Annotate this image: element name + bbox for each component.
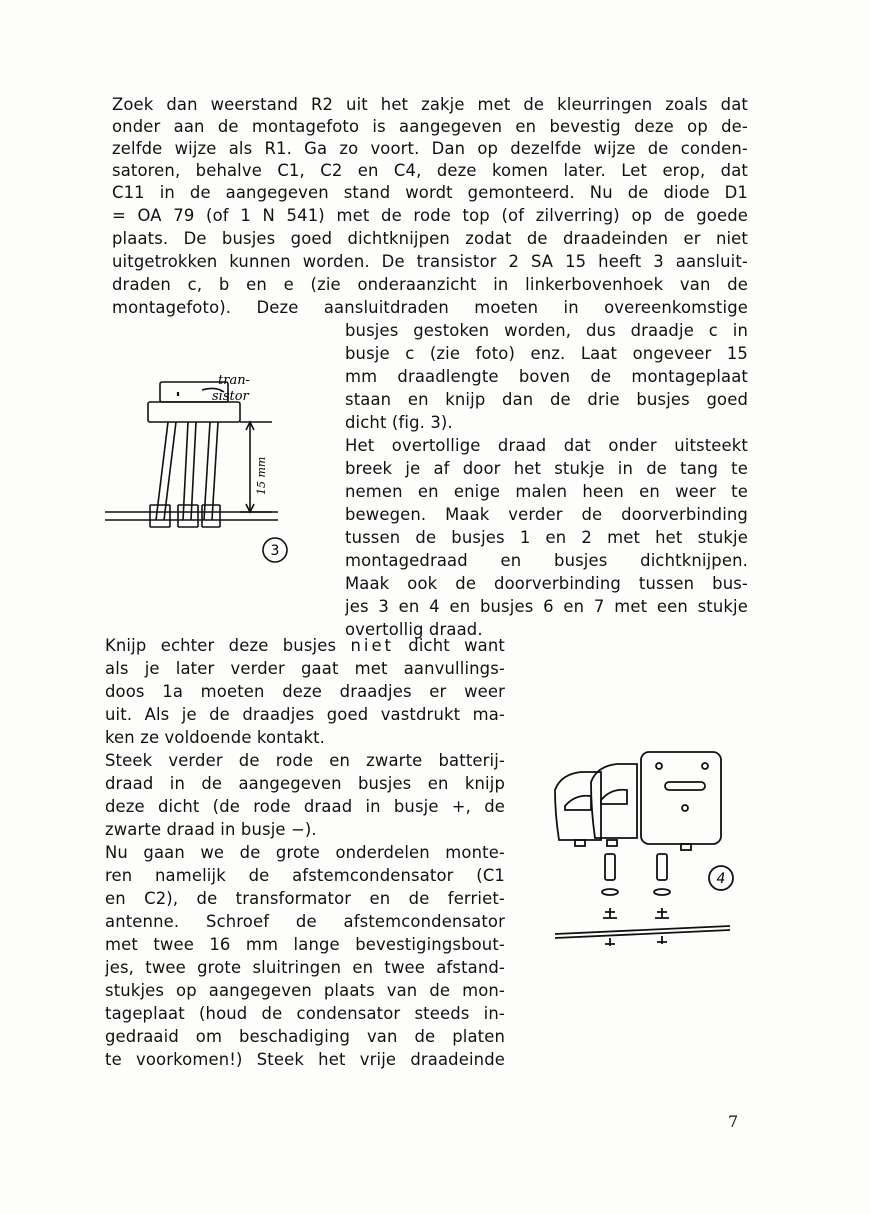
figure-3-number: 3 xyxy=(270,543,280,559)
figure-4-capacitor-assembly xyxy=(545,740,745,950)
text-line: ken ze voldoende kontakt. xyxy=(105,728,326,747)
text-fragment: dicht want xyxy=(408,636,505,655)
text-line: tageplaat (houd de condensator steeds in- xyxy=(105,1004,505,1023)
text-line: C11 in de aangegeven stand wordt gemonteerd. Nu de diode D1 xyxy=(112,183,748,202)
transistor-flange xyxy=(148,402,240,422)
text-emphasis: niet xyxy=(350,636,394,655)
text-line: breek je af door het stukje in de tang te xyxy=(345,459,748,478)
text-line: mm draadlengte boven de montageplaat xyxy=(345,367,748,386)
text-line: gedraaid om beschadiging van de platen xyxy=(105,1027,505,1046)
text-line: zelfde wijze als R1. Ga zo voort. Dan op dezelfde wijze de conden- xyxy=(112,139,748,158)
figure-3-dimension: 15 mm xyxy=(255,456,268,495)
text-line: als je later verder gaat met aanvullings- xyxy=(105,659,505,678)
figure-4-number: 4 xyxy=(716,871,726,887)
text-fragment: Knijp echter deze busjes xyxy=(105,636,337,655)
figure-3-transistor xyxy=(100,360,300,580)
text-line: staan en knijp dan de drie busjes goed xyxy=(345,390,748,409)
text-line: Zoek dan weerstand R2 uit het zakje met de kleurringen zoals dat xyxy=(112,95,748,114)
figure-3-label-line2: sistor xyxy=(212,389,249,404)
text-line: jes, twee grote sluitringen en twee afstand- xyxy=(105,958,505,977)
text-line: onder aan de montagefoto is aangegeven en bevestig deze op de- xyxy=(112,117,748,136)
text-line: Steek verder de rode en zwarte batterij- xyxy=(105,751,505,770)
text-line: satoren, behalve C1, C2 en C4, deze komen later. Let erop, dat xyxy=(112,161,748,180)
page-number: 7 xyxy=(728,1112,739,1131)
text-line: uitgetrokken kunnen worden. De transistor 2 SA 15 heeft 3 aansluit- xyxy=(112,252,748,271)
text-line: doos 1a moeten deze draadjes er weer xyxy=(105,682,505,701)
text-line: dicht (fig. 3). xyxy=(345,413,453,432)
text-line: stukjes op aangegeven plaats van de mon- xyxy=(105,981,505,1000)
text-line: te voorkomen!) Steek het vrije draadeinde xyxy=(105,1050,505,1069)
text-line: Nu gaan we de grote onderdelen monte- xyxy=(105,843,505,862)
text-line: met twee 16 mm lange bevestigingsbout- xyxy=(105,935,505,954)
text-line: plaats. De busjes goed dichtknijpen zodat de draadeinden er niet xyxy=(112,229,748,248)
text-line: nemen en enige malen heen en weer te xyxy=(345,482,748,501)
text-line: uit. Als je de draadjes goed vastdrukt ma- xyxy=(105,705,505,724)
text-line: bewegen. Maak verder de doorverbinding xyxy=(345,505,748,524)
text-line: busje c (zie foto) enz. Laat ongeveer 15 xyxy=(345,344,748,363)
text-line: antenne. Schroef de afstemcondensator xyxy=(105,912,505,931)
text-line: overtollig draad. xyxy=(345,620,483,639)
text-line: deze dicht (de rode draad in busje +, de xyxy=(105,797,505,816)
text-line: montagefoto). Deze aansluitdraden moeten in overeenkomstige xyxy=(112,298,748,317)
figure-3-label-line1: tran- xyxy=(218,373,250,388)
text-line: Het overtollige draad dat onder uitsteekt xyxy=(345,436,748,455)
text-line: Maak ook de doorverbinding tussen bus- xyxy=(345,574,748,593)
text-line: zwarte draad in busje −). xyxy=(105,820,317,839)
text-line: draad in de aangegeven busjes en knijp xyxy=(105,774,505,793)
text-line: = OA 79 (of 1 N 541) met de rode top (of zilverring) op de goede xyxy=(112,206,748,225)
text-line: tussen de busjes 1 en 2 met het stukje xyxy=(345,528,748,547)
text-line: ren namelijk de afstemcondensator (C1 xyxy=(105,866,505,885)
text-line: jes 3 en 4 en busjes 6 en 7 met een stukje xyxy=(345,597,748,616)
text-line: draden c, b en e (zie onderaanzicht in linkerbovenhoek van de xyxy=(112,275,748,294)
text-line: en C2), de transformator en de ferriet- xyxy=(105,889,505,908)
text-line xyxy=(105,636,505,656)
text-line: busjes gestoken worden, dus draadje c in xyxy=(345,321,748,340)
text-line: montagedraad en busjes dichtknijpen. xyxy=(345,551,748,570)
